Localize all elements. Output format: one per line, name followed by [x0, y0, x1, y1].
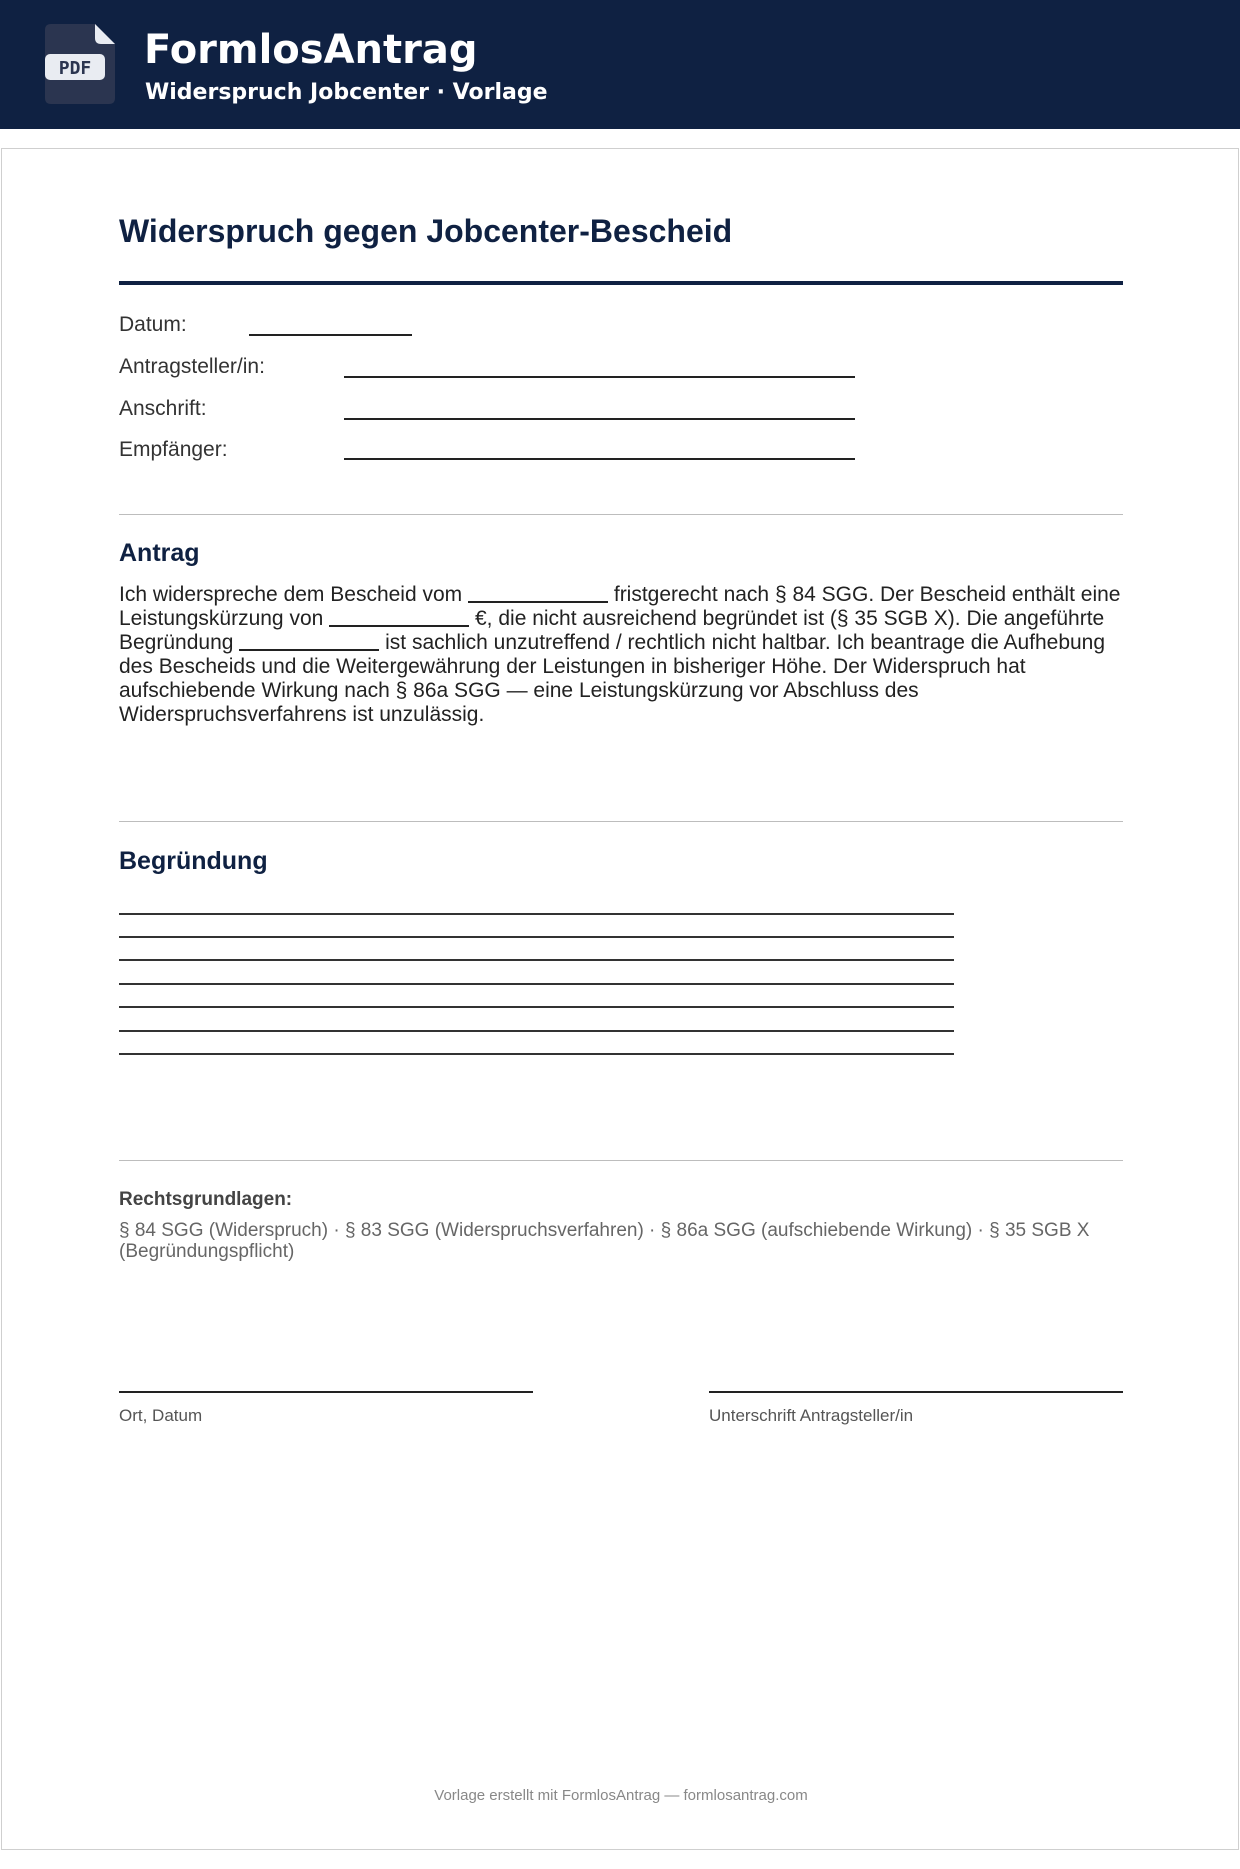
antrag-text-part: €, die nicht ausreichend begründet ist (§ 35 SGB X). Die angeführte Begründung [119, 607, 1105, 654]
field-label-datum: Datum: [119, 313, 187, 336]
empfaenger-fill-line[interactable] [344, 458, 855, 460]
antrag-text-part: Ich widerspreche dem Bescheid vom [119, 583, 463, 606]
begruendung-write-line[interactable] [119, 1006, 954, 1008]
document-page [1, 148, 1239, 1850]
section-heading-begruendung: Begründung [119, 847, 268, 875]
footer-credit: Vorlage erstellt mit FormlosAntrag — formlosantrag.com [434, 1787, 808, 1804]
blank-kuerzungsbetrag[interactable] [329, 625, 469, 627]
brand-title: FormlosAntrag [144, 27, 478, 73]
document-title: Widerspruch gegen Jobcenter-Bescheid [119, 213, 733, 249]
begruendung-write-line[interactable] [119, 1053, 954, 1055]
section-heading-antrag: Antrag [119, 539, 200, 567]
place-date-label: Ort, Datum [119, 1406, 203, 1425]
legal-basis-label: Rechtsgrundlagen: [119, 1189, 293, 1210]
legal-basis-text: § 84 SGG (Widerspruch) · § 83 SGG (Widerspruchsverfahren) · § 86a SGG (aufschiebende Wirkung) · § 35 SGB X (Begründungspflicht) [119, 1220, 1090, 1262]
begruendung-write-line[interactable] [119, 936, 954, 938]
signature-line[interactable] [709, 1391, 1123, 1393]
blank-bescheid-datum[interactable] [468, 601, 608, 603]
section-divider [119, 514, 1123, 515]
anschrift-fill-line[interactable] [344, 418, 855, 420]
app-header [0, 0, 1240, 129]
brand-subtitle: Widerspruch Jobcenter · Vorlage [145, 80, 548, 105]
begruendung-write-line[interactable] [119, 913, 954, 915]
antrag-text [119, 583, 1129, 727]
place-date-line[interactable] [119, 1391, 533, 1393]
begruendung-write-line[interactable] [119, 983, 954, 985]
section-divider [119, 1160, 1123, 1161]
field-label-anschrift: Anschrift: [119, 397, 207, 420]
pdf-file-icon [45, 24, 115, 104]
field-label-antragsteller: Antragsteller/in: [119, 355, 265, 378]
begruendung-write-line[interactable] [119, 1030, 954, 1032]
svg-text:PDF: PDF [58, 58, 92, 79]
title-divider [119, 281, 1123, 285]
antrag-text-part: ist sachlich unzutreffend / rechtlich nicht haltbar. Ich beantrage die Aufhebung des Bescheids und die Weitergewährung der Leistungen in bisheriger Höhe. Der Widerspruch hat aufschiebende Wirkung nach § 86a SGG — eine Leistungskürzung vor Abschluss des Widerspruchsverfahrens ist unzulässig. [119, 631, 1106, 726]
antragsteller-fill-line[interactable] [344, 376, 855, 378]
section-divider [119, 821, 1123, 822]
blank-begruendung[interactable] [239, 649, 379, 651]
datum-fill-line[interactable] [249, 334, 412, 336]
signature-label: Unterschrift Antragsteller/in [709, 1406, 914, 1425]
field-label-empfaenger: Empfänger: [119, 438, 228, 461]
antrag-text-part: fristgerecht nach § 84 SGG. Der Bescheid enthält eine Leistungskürzung von [119, 583, 1121, 630]
begruendung-write-line[interactable] [119, 959, 954, 961]
